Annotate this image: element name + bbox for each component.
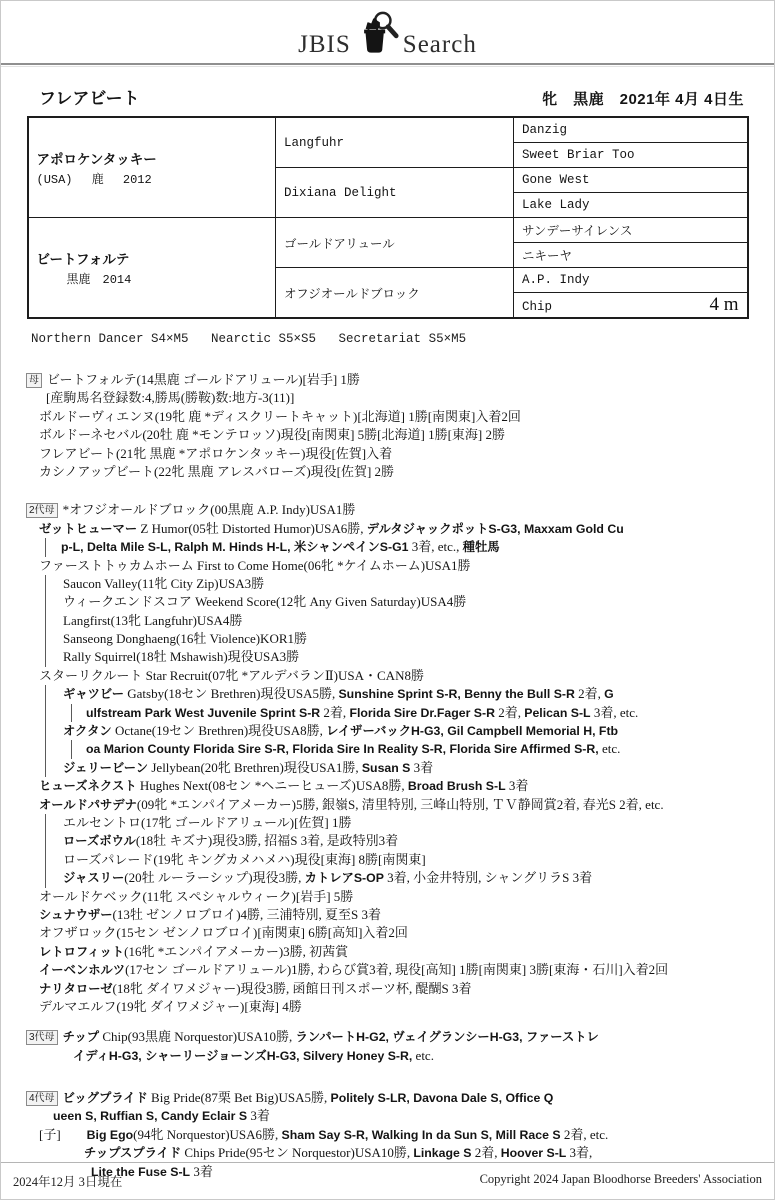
plain-text: デルマエルフ(19牝 ダイワメジャー)[東海] 4勝 <box>39 998 302 1014</box>
plain-text: ローズパレード(19牝 キングカメハメハ)現役[東海] 8勝[南関東] <box>63 851 426 867</box>
gen3-cell: Gone West <box>514 168 748 193</box>
plain-text: Saucon Valley(11牝 City Zip)USA3勝 <box>63 575 265 591</box>
blacktype-text: ギャツビー <box>63 687 124 702</box>
blacktype-text: ローズボウル <box>63 834 136 849</box>
generation-badge: 2代母 <box>26 503 58 518</box>
pedigree-line <box>1 924 774 942</box>
tree-connector-line <box>45 630 46 648</box>
inbreeding-crosses: Northern Dancer S4×M5 Nearctic S5×S5 Secretariat S5×M5 <box>31 332 467 346</box>
tree-connector-line <box>45 648 46 666</box>
blacktype-text: デルタジャックポットS-G3, Maxxam Gold Cu <box>366 521 624 536</box>
pedigree-line <box>1 538 774 556</box>
plain-text: 3着, <box>566 1145 593 1161</box>
plain-text: 3着, 小金井特別, シャングリラS 3着 <box>383 870 593 886</box>
plain-text: Chips Pride(95セン Norquestor)USA10勝, <box>181 1145 414 1161</box>
sire-sire-cell: Langfuhr <box>276 117 514 168</box>
dam-detail: 黒鹿 2014 <box>66 273 132 287</box>
blacktype-text: シュナウザー <box>39 907 113 922</box>
blacktype-text: Susan S <box>361 760 411 775</box>
blacktype-text: Linkage S <box>413 1146 472 1161</box>
tree-connector-line <box>45 538 46 556</box>
plain-text: (09牝 *エンパイアメーカー)5勝, 銀嶺S, 清里特別, 三峰山特別, ＴＶ静岡賞2着, 春光S 2着, etc. <box>136 796 664 812</box>
pedigree-line <box>1 389 774 407</box>
footer <box>1 1162 774 1199</box>
blacktype-text: Sunshine Sprint S-R, Benny the Bull S-R <box>338 687 575 702</box>
plain-text: オフザロック(15セン ゼンノロブロイ)[南関東] 6勝[高知]入着2回 <box>39 925 408 941</box>
plain-text: カシノアップビート(22牝 黒鹿 アレスバローズ)現役[佐賀] 2勝 <box>39 463 395 479</box>
plain-text: (20牡 ルーラーシップ)現役3勝, <box>124 870 305 886</box>
pedigree-table <box>27 116 749 319</box>
plain-text: 2着, <box>471 1145 501 1161</box>
gen3-cell: Lake Lady <box>514 193 748 218</box>
plain-text: etc. <box>598 741 621 757</box>
blacktype-text: 種牡馬 <box>462 540 500 555</box>
pedigree-line <box>1 704 774 722</box>
blacktype-text: ulfstream Park West Juvenile Sprint S-R <box>86 705 321 720</box>
pedigree-line <box>1 648 774 666</box>
sire-dam-cell: Dixiana Delight <box>276 168 514 218</box>
plain-text: (17セン ゴールドアリュール)1勝, わらび賞3着, 現役[高知] 1勝[南関東] 3勝[東海・石川]入着2回 <box>125 962 669 978</box>
blacktype-text: ビッグプライド <box>62 1091 148 1106</box>
pedigree-line <box>1 371 774 389</box>
plain-text: スターリクルート Star Recruit(07牝 *アルデバランⅡ)USA・CAN8勝 <box>39 667 424 683</box>
pedigree-line <box>1 557 774 575</box>
blacktype-text: Hoover S-L <box>500 1146 567 1161</box>
plain-text: *オフジオールドブロック(00黒鹿 A.P. Indy)USA1勝 <box>62 502 356 518</box>
blacktype-text: ヒューズネクスト <box>39 779 137 794</box>
dam-sire-cell: ゴールドアリュール <box>276 218 514 268</box>
blacktype-text: ジェリービーン <box>63 760 149 775</box>
blacktype-text: oa Marion County Florida Sire S-R, Florida Sire In Reality S-R, Florida Sire Affirmed S-R, <box>86 742 599 757</box>
pedigree-line <box>1 832 774 850</box>
blacktype-text: レイザーバックH-G3, Gil Campbell Memorial H, Ftb <box>326 724 619 739</box>
pedigree-line <box>1 906 774 924</box>
tree-connector-line <box>71 740 72 758</box>
copyright-text: Copyright 2024 Japan Bloodhorse Breeders' Association <box>479 1172 762 1186</box>
plain-text: 3着 <box>410 759 434 775</box>
gen3-chip-name: Chip <box>522 300 553 314</box>
sire-detail: (USA) 鹿 2012 <box>36 173 152 187</box>
pedigree-line <box>1 1028 774 1046</box>
tree-connector-line <box>45 593 46 611</box>
plain-text: Rally Squirrel(18牡 Mshawish)現役USA3勝 <box>63 649 300 665</box>
blacktype-text: G <box>604 687 614 702</box>
plain-text: ウィークエンドスコア Weekend Score(12牝 Any Given Saturday)USA4勝 <box>63 594 467 610</box>
plain-text: Z Humor(05牡 Distorted Humor)USA6勝, <box>137 520 367 536</box>
generation-badge: 4代母 <box>26 1091 58 1106</box>
pedigree-line <box>1 685 774 703</box>
blacktype-text: イディH-G3, シャーリージョーンズH-G3, Silvery Honey S-R, <box>73 1048 413 1063</box>
dam-name: ビートフォルテ <box>36 252 130 267</box>
tree-connector-line <box>45 740 46 758</box>
gen3-cell: A.P. Indy <box>514 268 748 293</box>
pedigree-line <box>1 722 774 740</box>
family-sections <box>1 371 774 1181</box>
tree-connector-line <box>45 722 46 740</box>
pedigree-line <box>1 759 774 777</box>
page-note: 4 m <box>709 294 739 315</box>
blacktype-text: ueen S, Ruffian S, Candy Eclair S <box>53 1109 248 1124</box>
blacktype-text: ナリタローゼ <box>39 981 113 996</box>
horse-magnifier-icon <box>356 10 400 59</box>
pedigree-line <box>1 1089 774 1107</box>
pedigree-line <box>1 961 774 979</box>
pedigree-line <box>1 445 774 463</box>
plain-text: 3着 <box>505 778 529 794</box>
plain-text: (94牝 Norquestor)USA6勝, <box>133 1126 282 1142</box>
pedigree-line <box>1 501 774 519</box>
tree-connector-line <box>45 814 46 832</box>
blacktype-text: イーベンホルツ <box>39 963 126 978</box>
blacktype-text: チップスプライド <box>84 1146 182 1161</box>
blacktype-text: Lite the Fuse S-L <box>91 1164 191 1179</box>
blacktype-text: オクタン <box>63 724 112 739</box>
plain-text: Big Pride(87栗 Bet Big)USA5勝, <box>147 1090 331 1106</box>
pedigree-line <box>1 1126 774 1144</box>
blacktype-text: レトロフィット <box>39 944 125 959</box>
data-as-of-date: 2024年12月 3日現在 <box>13 1175 123 1189</box>
plain-text: エルセントロ(17牝 ゴールドアリュール)[佐賀] 1勝 <box>63 814 352 830</box>
plain-text: (18牡 キズナ)現役3勝, 招福S 3着, 是政特別3着 <box>135 833 399 849</box>
pedigree-line <box>1 630 774 648</box>
plain-text: オールドケベック(11牝 スペシャルウィーク)[岩手] 5勝 <box>39 888 354 904</box>
pedigree-line <box>1 463 774 481</box>
plain-text: Sanseong Donghaeng(16牡 Violence)KOR1勝 <box>63 631 308 647</box>
plain-text: Jellybean(20牝 Brethren)現役USA1勝, <box>148 759 362 775</box>
header-divider <box>1 63 774 67</box>
family-section <box>1 371 774 481</box>
pedigree-line <box>1 796 774 814</box>
pedigree-line <box>1 943 774 961</box>
pedigree-line <box>1 612 774 630</box>
tree-connector-line <box>45 759 46 777</box>
plain-text: フレアビート(21牝 黒鹿 *アポロケンタッキー)現役[佐賀]入着 <box>39 445 393 461</box>
horse-sex-coat-birth: 牝 黒鹿 2021年 4月 4日生 <box>542 91 744 108</box>
blacktype-text: p-L, Delta Mile S-L, Ralph M. Hinds H-L, 米シャンペインS-G1 <box>61 540 409 555</box>
jbis-logo <box>1 1 774 57</box>
tree-connector-line <box>45 685 46 703</box>
family-section <box>1 1028 774 1065</box>
blacktype-text: Big Ego <box>86 1127 134 1142</box>
blacktype-text: カトレアS-OP <box>304 871 384 886</box>
plain-text: 2着, <box>495 704 525 720</box>
pedigree-line <box>1 869 774 887</box>
plain-text: Chip(93黒鹿 Norquestor)USA10勝, <box>99 1029 296 1045</box>
plain-text: ボルドーヴィエンヌ(19牝 鹿 *ディスクリートキャット)[北海道] 1勝[南関東]入着2回 <box>39 408 521 424</box>
plain-text: ビートフォルテ(14黒鹿 ゴールドアリュール)[岩手] 1勝 <box>47 372 360 387</box>
plain-text: Hughes Next(08セン *ヘニーヒューズ)USA8勝, <box>136 778 408 794</box>
jbis-brand-text: JBIS <box>298 31 351 58</box>
blacktype-text: チップ <box>62 1030 100 1045</box>
pedigree-line <box>1 1144 774 1162</box>
plain-text: 2着, etc. <box>560 1126 609 1142</box>
title-row <box>39 84 744 109</box>
dam-cell <box>28 218 276 319</box>
plain-text: (16牝 *エンパイアメーカー)3勝, 初茜賞 <box>124 943 349 959</box>
blacktype-text: ランパートH-G2, ヴェイグランシーH-G3, ファーストレ <box>295 1030 599 1045</box>
plain-text: [子] <box>39 1126 87 1142</box>
plain-text: 3着, etc., <box>408 539 463 555</box>
pedigree-line <box>1 1107 774 1125</box>
blacktype-text: Pelican S-L <box>524 705 591 720</box>
plain-text: 3着 <box>247 1108 270 1124</box>
tree-connector-line <box>45 851 46 869</box>
tree-connector-line <box>45 612 46 630</box>
plain-text: ボルドーネセバル(20牡 鹿 *モンテロッソ)現役[南関東] 5勝[北海道] 1勝[東海] 2勝 <box>39 427 505 443</box>
pedigree-line <box>1 426 774 444</box>
plain-text: 2着, <box>320 704 350 720</box>
dam-dam-cell: オフジオールドブロック <box>276 268 514 319</box>
family-section <box>1 501 774 1016</box>
tree-connector-line <box>45 832 46 850</box>
pedigree-line <box>1 520 774 538</box>
gen3-cell-chip <box>514 293 748 319</box>
horse-name: フレアビート <box>39 89 140 108</box>
blacktype-text: ジャスリー <box>63 871 125 886</box>
plain-text: [産駒馬名登録数:4,勝馬(勝鞍)数:地方-3(11)] <box>46 390 295 406</box>
pedigree-line <box>1 593 774 611</box>
plain-text: 3着, etc. <box>590 704 639 720</box>
search-brand-text: Search <box>402 31 477 58</box>
pedigree-line <box>1 777 774 795</box>
pedigree-line <box>1 814 774 832</box>
plain-text: ファーストトゥカムホーム First to Come Home(06牝 *ケイムホーム)USA1勝 <box>39 557 471 573</box>
pedigree-line <box>1 667 774 685</box>
blacktype-text: ゼットヒューマー <box>39 521 138 536</box>
plain-text: Gatsby(18セン Brethren)現役USA5勝, <box>124 686 339 702</box>
sire-cell <box>28 117 276 218</box>
plain-text: 3着 <box>190 1163 213 1179</box>
blacktype-text: Sham Say S-R, Walking In da Sun S, Mill Race S <box>281 1127 561 1142</box>
tree-connector-line <box>45 869 46 887</box>
plain-text: (18牝 ダイワメジャー)現役3勝, 函館日刊スポーツ杯, 醍醐S 3着 <box>112 980 472 996</box>
blacktype-text: Florida Sire Dr.Fager S-R <box>349 705 495 720</box>
tree-connector-line <box>45 704 46 722</box>
generation-badge: 3代母 <box>26 1030 58 1045</box>
pedigree-line <box>1 980 774 998</box>
plain-text: Langfirst(13牝 Langfuhr)USA4勝 <box>63 612 243 628</box>
generation-badge: 母 <box>26 373 42 388</box>
pedigree-line <box>1 1047 774 1065</box>
blacktype-text: Politely S-LR, Davona Dale S, Office Q <box>330 1091 554 1106</box>
plain-text: 2着, <box>574 686 605 702</box>
tree-connector-line <box>45 575 46 593</box>
plain-text: (13牡 ゼンノロブロイ)4勝, 三浦特別, 夏至S 3着 <box>112 906 382 922</box>
gen3-cell: ニキーヤ <box>514 243 748 268</box>
pedigree-line <box>1 575 774 593</box>
pedigree-line <box>1 408 774 426</box>
tree-connector-line <box>71 704 72 722</box>
pedigree-line <box>1 998 774 1016</box>
gen3-cell: サンデーサイレンス <box>514 218 748 243</box>
pedigree-line <box>1 888 774 906</box>
gen3-cell: Sweet Briar Too <box>514 143 748 168</box>
plain-text: etc. <box>412 1047 434 1063</box>
plain-text: Octane(19セン Brethren)現役USA8勝, <box>111 723 327 739</box>
sire-name: アポロケンタッキー <box>36 152 157 167</box>
pedigree-line <box>1 740 774 758</box>
pedigree-line <box>1 851 774 869</box>
blacktype-text: オールドパサデナ <box>39 797 137 812</box>
gen3-cell: Danzig <box>514 117 748 143</box>
blacktype-text: Broad Brush S-L <box>407 779 506 794</box>
